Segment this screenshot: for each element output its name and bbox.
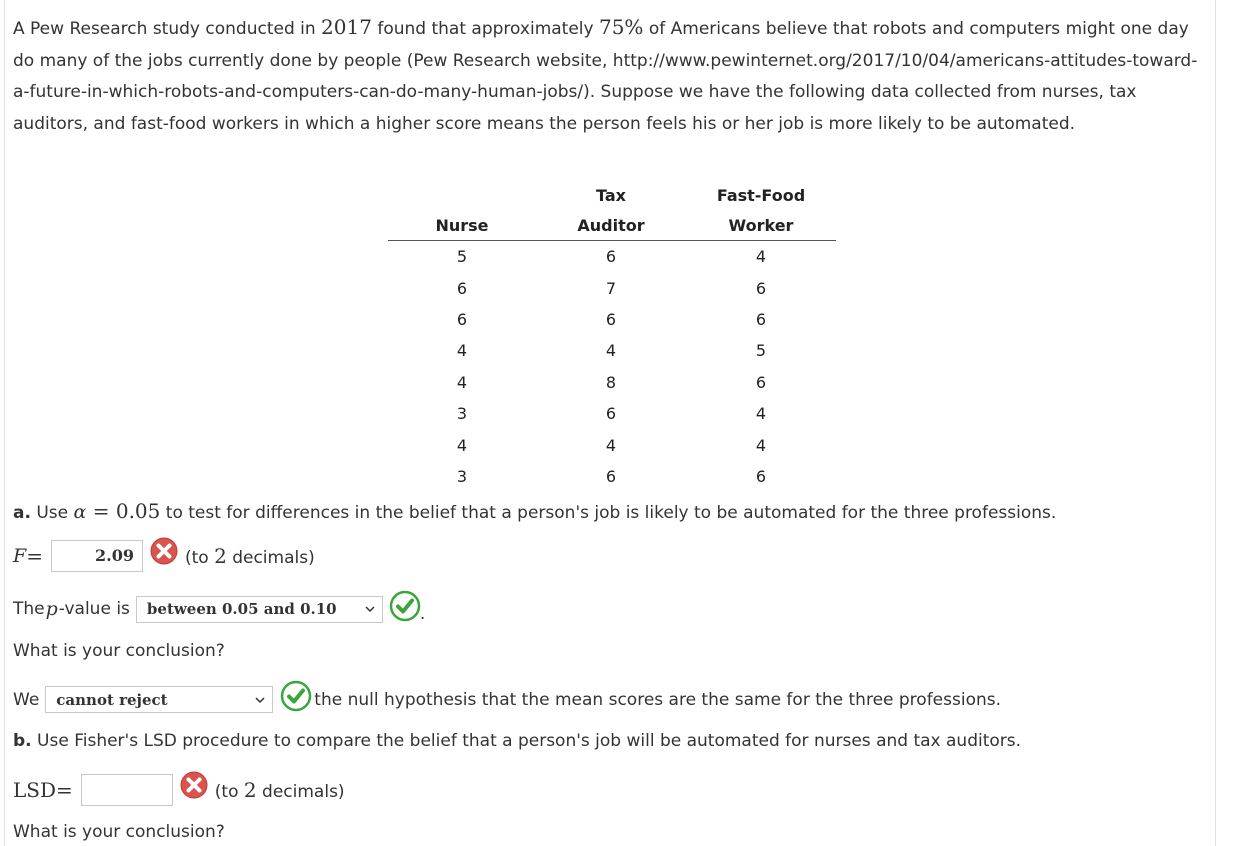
part-a-label: a.: [13, 503, 31, 523]
part-a-text-1: Use: [30, 503, 74, 523]
cell: 5: [755, 341, 767, 361]
part-b-text: Use Fisher's LSD procedure to compare the belief that a person's job will be automated for nurses and tax auditors.: [31, 731, 1022, 751]
f-hint-text-2: decimals): [226, 548, 315, 568]
cell: 4: [605, 435, 617, 455]
chevron-down-icon: [254, 694, 266, 706]
cell: 6: [755, 466, 767, 486]
table-row: [388, 272, 836, 303]
part-b-label: b.: [13, 731, 32, 751]
cell: 6: [755, 278, 767, 298]
f-equals: =: [26, 544, 43, 568]
conclusion-question-a: What is your conclusion?: [13, 641, 225, 661]
header-top-fastfood: Fast-Food: [716, 185, 806, 205]
cell: 6: [605, 466, 617, 486]
header-top-nurse: [388, 180, 536, 210]
header-nurse: Nurse: [388, 210, 536, 241]
header-top-tax: Tax: [596, 185, 626, 205]
cell: 4: [755, 404, 767, 424]
f-hint: [185, 544, 315, 568]
cell: 4: [456, 372, 468, 392]
conclusion-select[interactable]: [45, 686, 273, 713]
lsd-input[interactable]: [81, 774, 173, 806]
cell: 4: [755, 247, 767, 267]
cell: 6: [755, 372, 767, 392]
cell: 8: [605, 372, 617, 392]
conclusion-selected: cannot reject: [56, 690, 168, 709]
part-b-statement: [13, 731, 1021, 751]
part-a-text-2: to test for differences in the belief that a person's job is likely to be automated for the three professions.: [160, 503, 1057, 523]
table-header-row-bottom: [388, 210, 836, 241]
conclusion-row: [13, 686, 1001, 713]
cell: 6: [755, 309, 767, 329]
lsd-row: [13, 774, 345, 806]
data-table: [388, 180, 836, 492]
table-row: [388, 304, 836, 335]
table-header-row-top: [388, 180, 836, 210]
cell: 3: [456, 466, 468, 486]
intro-year: 2017: [321, 15, 372, 39]
p-value-selected: between 0.05 and 0.10: [146, 600, 337, 618]
f-hint-text-1: (to: [184, 548, 215, 568]
cell: 4: [456, 435, 468, 455]
table-row: [388, 241, 836, 273]
correct-icon: [280, 680, 310, 710]
table-row: [388, 335, 836, 366]
lsd-hint: [215, 778, 345, 802]
p-text-1: The: [13, 599, 45, 619]
intro-text-1: A Pew Research study conducted in: [13, 19, 322, 39]
header-fastfood-worker: Worker: [686, 210, 836, 241]
f-label: F: [13, 545, 27, 567]
f-statistic-row: [13, 540, 315, 572]
correct-icon: [389, 590, 419, 620]
lsd-label: LSD: [13, 778, 57, 802]
alpha-equals: =: [86, 499, 116, 523]
problem-intro: [13, 12, 1213, 140]
cell: 4: [456, 341, 468, 361]
p-value-row: [13, 594, 425, 624]
intro-text-3: of Americans believe that robots and computers might one day do many of the jobs currently done by people (Pew Research website, http://www.pewinternet.org/2017/10/04/americans-attitudes-toward-a-future-in-which-robots-and-computers-can-do-many-human-jobs/). Suppose we have the following data collected from nurses, tax auditors, and fast-food workers in which a higher score means the person feels his or her job is more likely to be automated.: [13, 19, 1198, 134]
cell: 6: [605, 404, 617, 424]
incorrect-icon: [179, 770, 209, 800]
p-text-2: -value is: [58, 599, 130, 619]
lsd-equals: =: [56, 778, 73, 802]
part-a-statement: [13, 499, 1056, 523]
cell: 6: [605, 309, 617, 329]
incorrect-icon: [149, 536, 179, 566]
lsd-hint-text-1: (to: [214, 782, 244, 802]
intro-text-2: found that approximately: [371, 19, 599, 39]
p-value-select[interactable]: [136, 596, 383, 623]
f-hint-number: 2: [214, 544, 227, 568]
p-after: .: [419, 604, 426, 624]
cell: 7: [605, 278, 617, 298]
cell: 3: [456, 404, 468, 424]
lsd-hint-text-2: decimals): [256, 782, 345, 802]
table-row: [388, 398, 836, 429]
cell: 6: [456, 278, 468, 298]
cell: 5: [456, 247, 468, 267]
conclusion-question-b: What is your conclusion?: [13, 822, 225, 842]
cell: 4: [605, 341, 617, 361]
alpha-symbol: α: [73, 501, 87, 523]
cell: 6: [456, 309, 468, 329]
alpha-value: 0.05: [115, 499, 161, 523]
table-row: [388, 429, 836, 460]
cell: 6: [605, 247, 617, 267]
cell: 4: [755, 435, 767, 455]
p-symbol: p: [45, 598, 58, 620]
intro-percent: 75%: [598, 15, 644, 39]
conclusion-after-text: the null hypothesis that the mean scores are the same for the three professions.: [314, 689, 1002, 710]
lsd-hint-number: 2: [243, 778, 257, 802]
table-row: [388, 461, 836, 492]
header-tax-auditor: Auditor: [536, 210, 686, 241]
chevron-down-icon: [364, 603, 376, 615]
table-row: [388, 367, 836, 398]
f-input[interactable]: 2.09: [51, 540, 143, 572]
we-text: We: [13, 689, 40, 710]
